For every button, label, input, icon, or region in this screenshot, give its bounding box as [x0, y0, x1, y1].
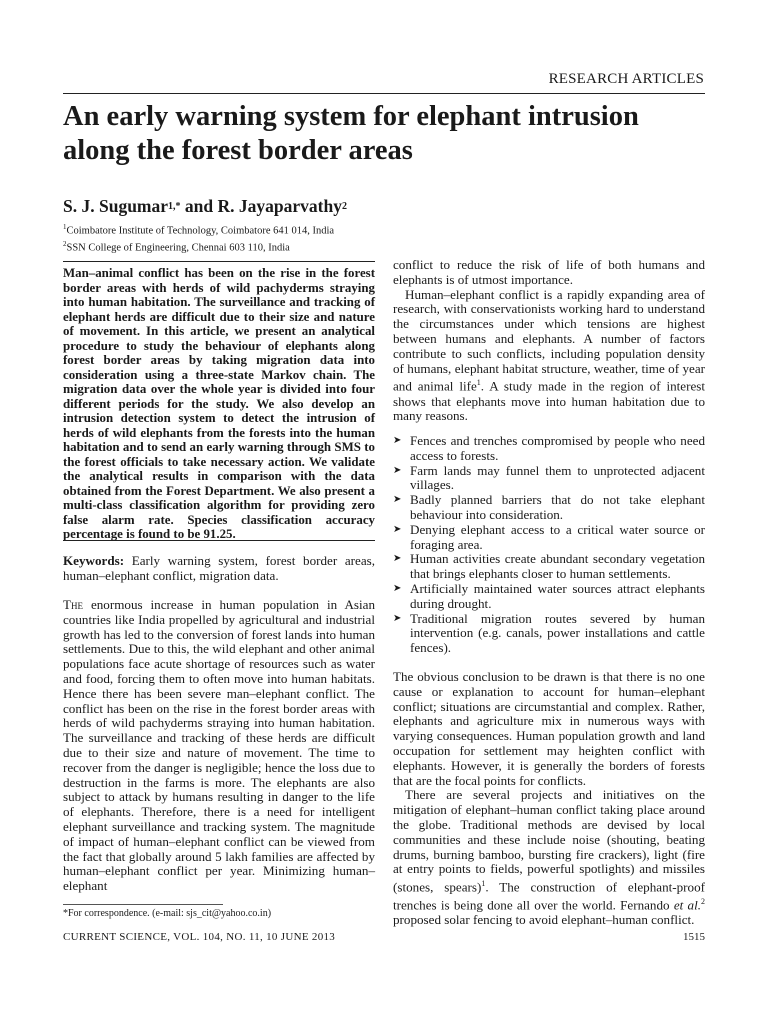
body-right-column-bottom [393, 670, 705, 928]
list-item-text: Human activities create abundant secondary vegetation that brings elephants closer to human settlements. [410, 551, 705, 582]
author-affiliation-mark: 2 [341, 201, 347, 212]
paragraph-dropcap: The [63, 597, 83, 612]
title-line-2: along the forest border areas [63, 135, 413, 166]
list-item [393, 434, 705, 464]
list-item-text: Fences and trenches compromised by people who need access to forests. [410, 433, 705, 463]
abstract-top-rule [63, 261, 375, 262]
affiliations [63, 221, 334, 254]
affiliation-mark: 1 [63, 223, 67, 231]
keywords-label: Keywords: [63, 553, 125, 568]
arrowhead-bullet-icon: ➤ [393, 523, 402, 535]
affiliation-item [63, 238, 334, 255]
list-item-text: Badly planned barriers that do not take elephant behaviour into consideration. [410, 492, 705, 522]
arrowhead-bullet-icon: ➤ [393, 464, 402, 476]
title-line-1: An early warning system for elephant intrusion [63, 101, 639, 132]
list-item-text: Farm lands may funnel them to unprotected adjacent villages. [410, 462, 705, 493]
reference-mark: 2 [701, 897, 706, 907]
body-paragraph [63, 598, 375, 894]
section-label: RESEARCH ARTICLES [548, 71, 704, 87]
list-item-text: Artificially maintained water sources attract elephants during drought. [410, 580, 705, 611]
arrowhead-bullet-icon: ➤ [393, 435, 402, 446]
citation-etal: et al. [673, 897, 702, 913]
arrowhead-bullet-icon: ➤ [393, 553, 402, 565]
body-right-column-top [393, 258, 705, 424]
footnote: *For correspondence. (e-mail: sjs_cit@yahoo.co.in) [63, 908, 272, 919]
abstract [63, 266, 375, 542]
abstract-text: Man–animal conflict has been on the rise in the forest border areas with herds of wild pachyderms straying into human habitation. The surveillance and tracking of elephant herds are difficult due to their size and nature of movement. In this article, we present an analytical procedure to study the behaviour of elephants along forest border areas by taking migration data into consideration using a three-state Markov chain. The migration data over the whole year is divided into four different periods for the study. We also develop an intrusion detection system to detect the intrusion of herds of wild elephants from the forests into the human habitation and to send an early warning through SMS to the forest officials to take necessary action. We validate the analytical results in comparison with the data obtained from the Forest Department. We also present a multi-class classification algorithm for providing zero false alarm rate. Species classification accuracy percentage is found to be 91.25. [63, 266, 375, 541]
list-item [393, 612, 705, 656]
affiliation-text: Coimbatore Institute of Technology, Coimbatore 641 014, India [66, 225, 335, 237]
list-item [393, 523, 705, 553]
paragraph-text: . The construction of elephant-proof trenches is being done all over the world. Fernando [393, 879, 705, 913]
list-item [393, 464, 705, 494]
paragraph-text: There are several projects and initiatives on the mitigation of elephant–human conflict taking place around the globe. Traditional methods are devised by local communities and these include noise (shouting, beating drums, burning bamboo, bursting fire crackers), light (fire at entry points to fields, powerful spotlights) and missiles (stones, spears) [393, 787, 705, 895]
page-number: 1515 [683, 931, 705, 943]
reference-mark: 1 [476, 378, 481, 388]
paragraph-text: Human–elephant conflict is a rapidly expanding area of research, with conservationists working hard to understand the circumstances under which tensions are highest between humans and elephants. A number of factors contribute to such conflicts, including population density of humans, elephant habitat structure, weather, time of year and animal life [393, 286, 705, 394]
author-name: S. J. Sugumar [63, 196, 169, 216]
paragraph-text: enormous increase in human population in Asian countries like India propelled by agricultural and industrial growth has led to the conversion of forest lands into human settlements. Due to this, the wild elephant and other animal populations face acute shortage of resources such as water and food, forcing them to often move into human habitats. Hence there has been severe man–elephant conflict. The conflict has been on the rise in the forest border areas with herds of wild pachyderms straying into human habitation. The surveillance and tracking of these herds are difficult due to their size and nature of movement. The time to recover from the danger is negligible; hence the loss due to destruction in the farms is more. The elephants are also subject to attack by humans resulting in danger to the life of elephants. Therefore, there is a need for intelligent elephant surveillance and tracking system. The magnitude of impact of human–elephant conflict can be viewed from the fact that globally around 5 lakh families are affected by human–elephant conflict per year. Minimizing human–elephant [63, 597, 375, 894]
keywords [63, 554, 375, 584]
arrowhead-bullet-icon: ➤ [393, 582, 402, 594]
body-paragraph [393, 288, 705, 425]
list-item-text: Denying elephant access to a critical water source or foraging area. [410, 521, 705, 552]
body-paragraph: The obvious conclusion to be drawn is that there is no one cause or explanation to account for human–elephant conflict; situations are circumstantial and complex. Rather, elephants and agriculture mix in numerous ways with varying consequences. Human population growth and land occupation for settlement may heighten conflict with elephants. However, it is generally the borders of forests that are the focal points for conflicts. [393, 669, 705, 788]
list-item [393, 493, 705, 523]
arrowhead-bullet-icon: ➤ [393, 494, 402, 506]
header-rule [63, 93, 705, 94]
affiliation-mark: 2 [63, 239, 67, 248]
abstract-bottom-rule [63, 540, 375, 541]
list-item [393, 552, 705, 582]
body-left-column [63, 598, 375, 894]
article-title [63, 100, 713, 168]
arrowhead-bullet-icon: ➤ [393, 612, 402, 624]
journal-citation: CURRENT SCIENCE, VOL. 104, NO. 11, 10 JUNE 2013 [63, 931, 336, 943]
body-paragraph-continued: conflict to reduce the risk of life of both humans and elephants is of utmost importance. [393, 257, 705, 287]
paragraph-text: . A study made in the region of interest shows that elephants move into human habitation due to many reasons. [393, 378, 706, 424]
reference-mark: 1 [481, 879, 486, 889]
footnote-rule [63, 904, 223, 905]
author-list [63, 196, 347, 217]
reasons-list [393, 434, 705, 656]
author-name: R. Jayaparvathy [217, 196, 342, 216]
author-conjunction: and [180, 196, 218, 216]
list-item-text: Traditional migration routes severed by human intervention (e.g. canals, power installations and cattle fences). [410, 610, 705, 656]
affiliation-item [63, 221, 334, 238]
paragraph-text: proposed solar fencing to avoid elephant–human conflict. [393, 912, 695, 928]
body-paragraph [393, 788, 705, 928]
keywords-text: Early warning system, forest border areas, human–elephant conflict, migration data. [63, 553, 375, 583]
affiliation-text: SSN College of Engineering, Chennai 603 110, India [66, 242, 290, 253]
list-item [393, 582, 705, 612]
author-affiliation-mark: 1,* [168, 201, 181, 212]
